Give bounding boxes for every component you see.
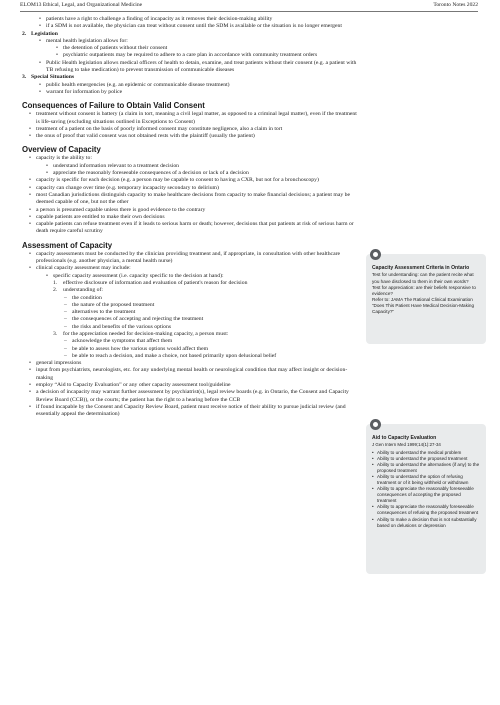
consequences-list	[28, 111, 358, 140]
legislation-list	[38, 38, 358, 74]
list-item: • capacity can change over time (e.g. temporary incapacity secondary to delirium)	[28, 185, 358, 192]
numbered-item: 3. for the appreciation needed for decision-making capacity, a person must: – acknowledge the symptoms that affect them – be able to assess how the various options would affect them – be able to reach a decision, and make a choice, not based primarily upon delusional belief	[53, 331, 358, 360]
page-header	[0, 0, 500, 14]
list-item: • capable patients can refuse treatment even if it leads to serious harm or death; however, decisions that put patients at risk of serious harm or death require careful scrutiny	[28, 221, 358, 236]
box-body: Test for understanding: can the patient recite what you have disclosed to them in their own words? Test for appreciation: are their beliefs responsive to evidence? Refer to: JAMA The Rational Clinical Examination “Does This Patient Have Medical Decision-Making Capacity?”	[372, 272, 476, 314]
consequences-heading: Consequences of Failure to Obtain Valid Consent	[22, 101, 205, 111]
list-item: • patients have a right to challenge a finding of incapacity as it removes their decision-making ability	[38, 16, 358, 23]
list-item: • capable patients are entitled to make their own decisions	[28, 214, 358, 221]
overview-heading: Overview of Capacity	[22, 145, 101, 155]
list-item: – be able to assess how the various options would affect them	[63, 346, 358, 353]
list-item: – be able to reach a decision, and make a choice, not based primarily upon delusional belief	[63, 353, 358, 360]
capacity-criteria-box	[366, 254, 486, 344]
list-item: – the consequences of accepting and rejecting the treatment	[63, 316, 358, 323]
list-item: – acknowledge the symptoms that affect them	[63, 338, 358, 345]
main-content	[22, 16, 358, 419]
list-item: • specific capacity assessment (i.e. capacity specific to the decision at hand): 1. effective disclosure of information and evaluation of patient's reason for decision 2. understanding of: – the condition – the nature of the proposed treatment – alternatives to the treatment – the consequences of accepting and rejecting the treatment – the risks and benefits of the various options 3. for the appreciation needed for decision-making capacity, a person must: – acknowledge the symptoms that affect them – be able to assess how the various options would affect them – be able to reach a decision, and make a choice, not based primarily upon delusional belief	[46, 273, 358, 361]
list-item: • most Canadian jurisdictions distinguish capacity to make healthcare decisions from capacity to make financial decisions; a patient may be deemed capable of one, but not the other	[28, 192, 358, 207]
list-item: – the nature of the proposed treatment	[63, 302, 358, 309]
publication-title: Toronto Notes 2022	[433, 2, 478, 8]
list-item: • clinical capacity assessment may include: • specific capacity assessment (i.e. capacity specific to the decision at hand): 1. effective disclosure of information and evaluation of patient's reason for decision 2. understanding of: – the condition – the nature of the proposed treatment – alternatives to the treatment – the consequences of accepting and rejecting the treatment – the risks and benefits of the various options 3. for the appreciation needed for decision-making capacity, a person must: – acknowledge the symptoms that affect them – be able to assess how the various options would affect them – be able to reach a decision, and make a choice, not based primarily upon delusional belief	[28, 265, 358, 360]
info-icon	[370, 249, 381, 260]
list-item: • public health emergencies (e.g. an epidemic or communicable disease treatment)	[38, 82, 358, 89]
list-item: • understand information relevant to a treatment decision	[46, 163, 358, 170]
list-item: – alternatives to the treatment	[63, 309, 358, 316]
list-item: • input from psychiatrists, neurologists, etc. for any underlying mental health or neurological condition that may affect insight or decision-making	[28, 367, 358, 382]
list-item: • the onus of proof that valid consent was not obtained rests with the plaintiff (usually the patient)	[28, 133, 358, 140]
list-item: • capacity is the ability to: • understand information relevant to a treatment decision • appreciate the reasonably foreseeable consequences of a decision or lack of a decision	[28, 155, 358, 177]
box-list	[372, 450, 480, 529]
list-item: • treatment without consent is battery (a claim in tort, meaning a civil legal matter, as opposed to a criminal legal matter), even if the treatment is life-saving (excluding situations outlined in Exceptions to Consent)	[28, 111, 358, 126]
header-divider	[20, 11, 478, 12]
list-item: • Public Health legislation allows medical officers of health to detain, examine, and treat patients without their consent (e.g. a patient with TB refusing to take medication) to prevent transmission of communicable diseases	[38, 60, 358, 75]
section-label: ELOM13 Ethical, Legal, and Organizational Medicine	[20, 2, 143, 8]
box-title: Capacity Assessment Criteria in Ontario	[372, 265, 470, 271]
list-item: • Ability to understand the proposed treatment	[372, 456, 480, 462]
list-item: • warrant for information by police	[38, 89, 358, 96]
assessment-heading: Assessment of Capacity	[22, 240, 113, 250]
list-item: • Ability to appreciate the reasonably foreseeable consequences of accepting the proposed treatment	[372, 486, 480, 504]
special-situations-heading: 3. Special Situations	[22, 74, 75, 81]
list-item: – the condition	[63, 295, 358, 302]
list-item: • capacity assessments must be conducted by the clinician providing treatment and, if appropriate, in consultation with other healthcare professionals (e.g. another physician, a mental health nurse)	[28, 251, 358, 266]
list-item: – the risks and benefits of the various options	[63, 324, 358, 331]
list-item: • Ability to make a decision that is not substantially based on delusions or depression	[372, 517, 480, 529]
box-title: Aid to Capacity Evaluation	[372, 435, 437, 441]
list-item: • Ability to understand the medical problem	[372, 450, 480, 456]
overview-list	[28, 155, 358, 235]
info-icon	[370, 419, 381, 430]
assessment-list	[28, 251, 358, 419]
list-item: • psychiatric outpatients may be required to adhere to a care plan in accordance with community treatment orders	[56, 52, 358, 59]
top-bullets	[38, 16, 358, 31]
box-source: J Gen Intern Med 1999;14(1):27-34	[372, 442, 441, 448]
list-item: • a person is presumed capable unless there is good evidence to the contrary	[28, 207, 358, 214]
list-item: • general impressions	[28, 360, 358, 367]
list-item: • mental health legislation allows for: • the detention of patients without their consent • psychiatric outpatients may be required to adhere to a care plan in accordance with community treatment orders	[38, 38, 358, 60]
list-item: • Ability to understand the alternatives (if any) to the proposed treatment	[372, 462, 480, 474]
special-situations-list	[38, 82, 358, 97]
list-item: • a decision of incapacity may warrant further assessment by psychiatrist(s), legal review boards (e.g. in Ontario, the Consent and Capacity Review Board (CCB)), or the courts; the patient has the right to a hearing before the CCB	[28, 389, 358, 404]
legislation-heading: 2. Legislation	[22, 30, 58, 37]
list-item: • if a SDM is not available, the physician can treat without consent until the SDM is available or the situation is no longer emergent	[38, 23, 358, 30]
aid-to-capacity-box	[366, 424, 486, 574]
list-item: • employ “Aid to Capacity Evaluation” or any other capacity assessment tool/guideline	[28, 382, 358, 389]
numbered-item: 2. understanding of: – the condition – the nature of the proposed treatment – alternatives to the treatment – the consequences of accepting and rejecting the treatment – the risks and benefits of the various options	[53, 287, 358, 331]
list-item: • Ability to understand the option of refusing treatment or of it being withheld or withdrawn	[372, 474, 480, 486]
list-item: • the detention of patients without their consent	[56, 45, 358, 52]
list-item: • treatment of a patient on the basis of poorly informed consent may constitute negligence, also a claim in tort	[28, 126, 358, 133]
list-item: • appreciate the reasonably foreseeable consequences of a decision or lack of a decision	[46, 170, 358, 177]
list-item: • capacity is specific for each decision (e.g. a person may be capable to consent to having a CXR, but not for a bronchoscopy)	[28, 177, 358, 184]
list-item: • Ability to appreciate the reasonably foreseeable consequences of refusing the proposed treatment	[372, 504, 480, 516]
numbered-item: 1. effective disclosure of information and evaluation of patient's reason for decision	[53, 279, 248, 286]
list-item: • if found incapable by the Consent and Capacity Review Board, patient must receive notice of their ability to pursue judicial review (and essentially appeal the determination)	[28, 404, 358, 419]
